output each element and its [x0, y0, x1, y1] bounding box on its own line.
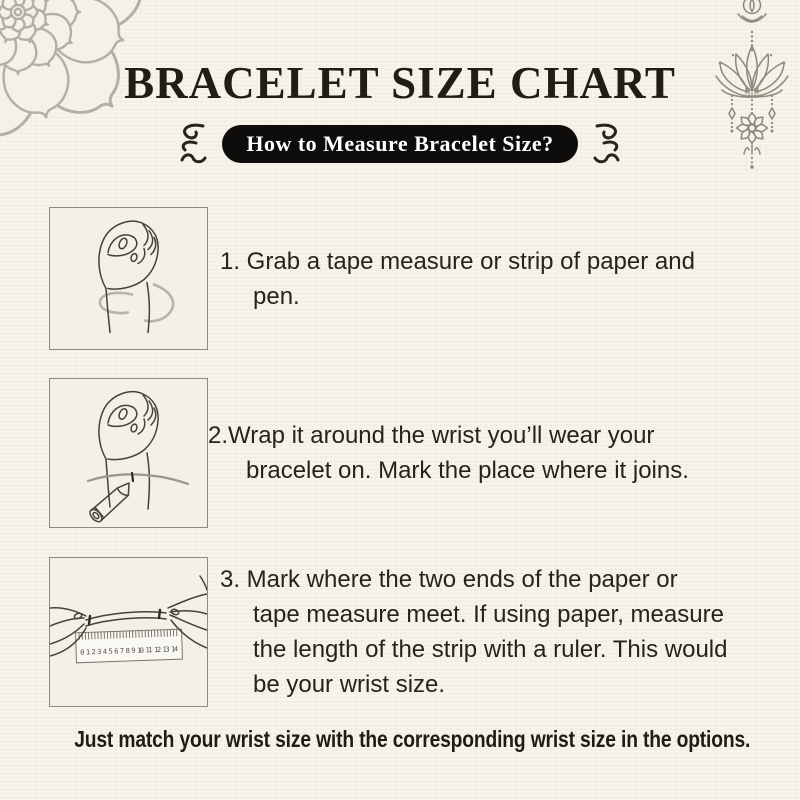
step-text-line: pen. — [253, 282, 300, 310]
subtitle-badge: How to Measure Bracelet Size? — [222, 125, 577, 163]
footer-note-text: Just match your wrist size with the corresponding wrist size in the options. — [74, 726, 751, 752]
step-text-line: 1. Grab a tape measure or strip of paper and — [220, 247, 695, 275]
step-text-line: 2.Wrap it around the wrist you’ll wear your — [208, 422, 655, 449]
step-2-illustration — [49, 378, 208, 528]
step-1 — [49, 207, 764, 350]
step-1-text — [220, 207, 764, 350]
step-text-line: bracelet on. Mark the place where it joins. — [246, 457, 689, 484]
step-text-line: be your wrist size. — [253, 671, 446, 698]
step-text-line: 3. Mark where the two ends of the paper or — [220, 566, 678, 593]
page-title: BRACELET SIZE CHART — [124, 58, 676, 108]
step-text-line: tape measure meet. If using paper, measure — [253, 601, 724, 628]
step-2 — [49, 378, 764, 528]
squiggle-left-icon — [176, 122, 208, 166]
step-2-text — [208, 378, 764, 528]
mandala-corner-ornament — [0, 0, 150, 148]
step-1-illustration — [49, 207, 208, 350]
step-3-illustration — [49, 557, 208, 707]
ruler-numbers: 0 1 2 3 4 5 6 7 8 9 10 11 12 13 14 — [80, 645, 179, 657]
step-3-text — [220, 557, 764, 707]
step-3 — [49, 557, 764, 707]
footer-note — [0, 726, 800, 753]
lotus-hanging-ornament — [700, 0, 800, 172]
step-text-line: the length of the strip with a ruler. This would — [253, 636, 728, 663]
squiggle-right-icon — [592, 122, 624, 166]
